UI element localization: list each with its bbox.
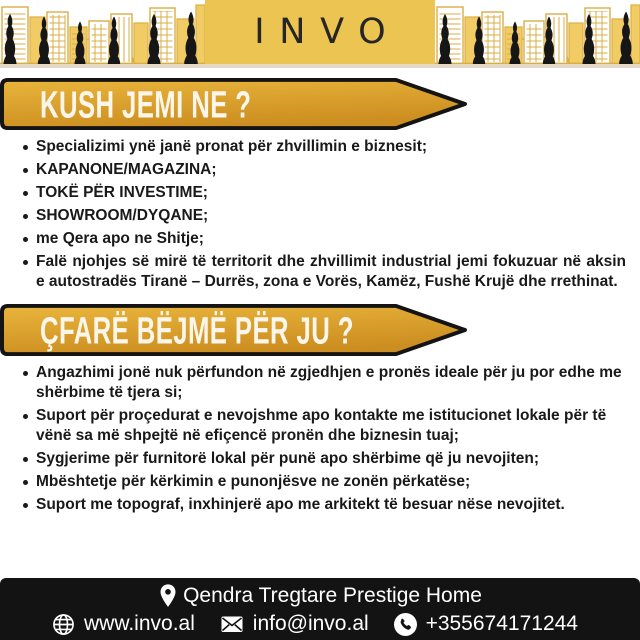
list-item: Specializimi ynë janë pronat për zhvillimin e biznesit;: [22, 137, 626, 157]
list-item: me Qera apo ne Shitje;: [22, 229, 626, 249]
envelope-icon: [220, 612, 244, 636]
logo: [205, 0, 435, 64]
email-text: info@invo.al: [252, 612, 369, 635]
list-item: Suport për proçedurat e nevojshme apo kontakte me istitucionet lokale për të vënë sa më shpejtë në efiçencë pronën dhe biznesin tuaj;: [22, 406, 626, 446]
list-item: Angazhimi jonë nuk përfundon në zgjedhjen e pronës ideale për ju por edhe me shërbime të tjera si;: [22, 363, 626, 403]
location-text: Qendra Tregtare Prestige Home: [183, 584, 482, 607]
location-row: [0, 583, 640, 609]
list-item: SHOWROOM/DYQANE;: [22, 206, 626, 226]
list-item: Suport me topograf, inxhinjerë apo me arkitekt të besuar nëse nevojitet.: [22, 495, 626, 515]
list-item: Sygjerime për furnitorë lokal për punë apo shërbime që ju nevojiten;: [22, 449, 626, 469]
list-item: Falë njohjes së mirë të territorit dhe zhvillimit industrial jemi fokuzuar në aksin e autostradës Tiranë – Durrës, zona e Vorës, Kamëz, Fushë Krujë dhe rrethinat.: [22, 252, 626, 292]
skyline-left-illustration: [0, 0, 205, 64]
section-2-title: ÇFARË BËJMË PËR JU ?: [40, 309, 354, 352]
website-link[interactable]: [52, 612, 195, 636]
section-1-title: KUSH JEMI NE ?: [40, 83, 252, 126]
section-2-title-banner: [0, 303, 476, 357]
header-ground-line: [0, 64, 640, 68]
list-item: Mbështetje për kërkimin e punonjësve ne zonën përkatëse;: [22, 472, 626, 492]
globe-icon: [52, 613, 75, 636]
skyline-right-illustration: [435, 0, 640, 64]
location-pin-icon: [158, 583, 178, 609]
contact-row: [0, 612, 640, 636]
footer: [0, 578, 640, 640]
logo-text: INVO: [254, 11, 401, 52]
benefits-list: [22, 363, 626, 515]
section-1-title-banner: [0, 77, 476, 131]
website-text: www.invo.al: [84, 612, 195, 635]
email-link[interactable]: [220, 612, 369, 636]
header: [0, 0, 640, 64]
phone-text: +355674171244: [425, 612, 578, 635]
phone-icon: [394, 613, 417, 636]
phone-link[interactable]: [394, 612, 578, 636]
list-item: KAPANONE/MAGAZINA;: [22, 160, 626, 180]
services-list: [22, 137, 626, 292]
list-item: TOKË PËR INVESTIME;: [22, 183, 626, 203]
